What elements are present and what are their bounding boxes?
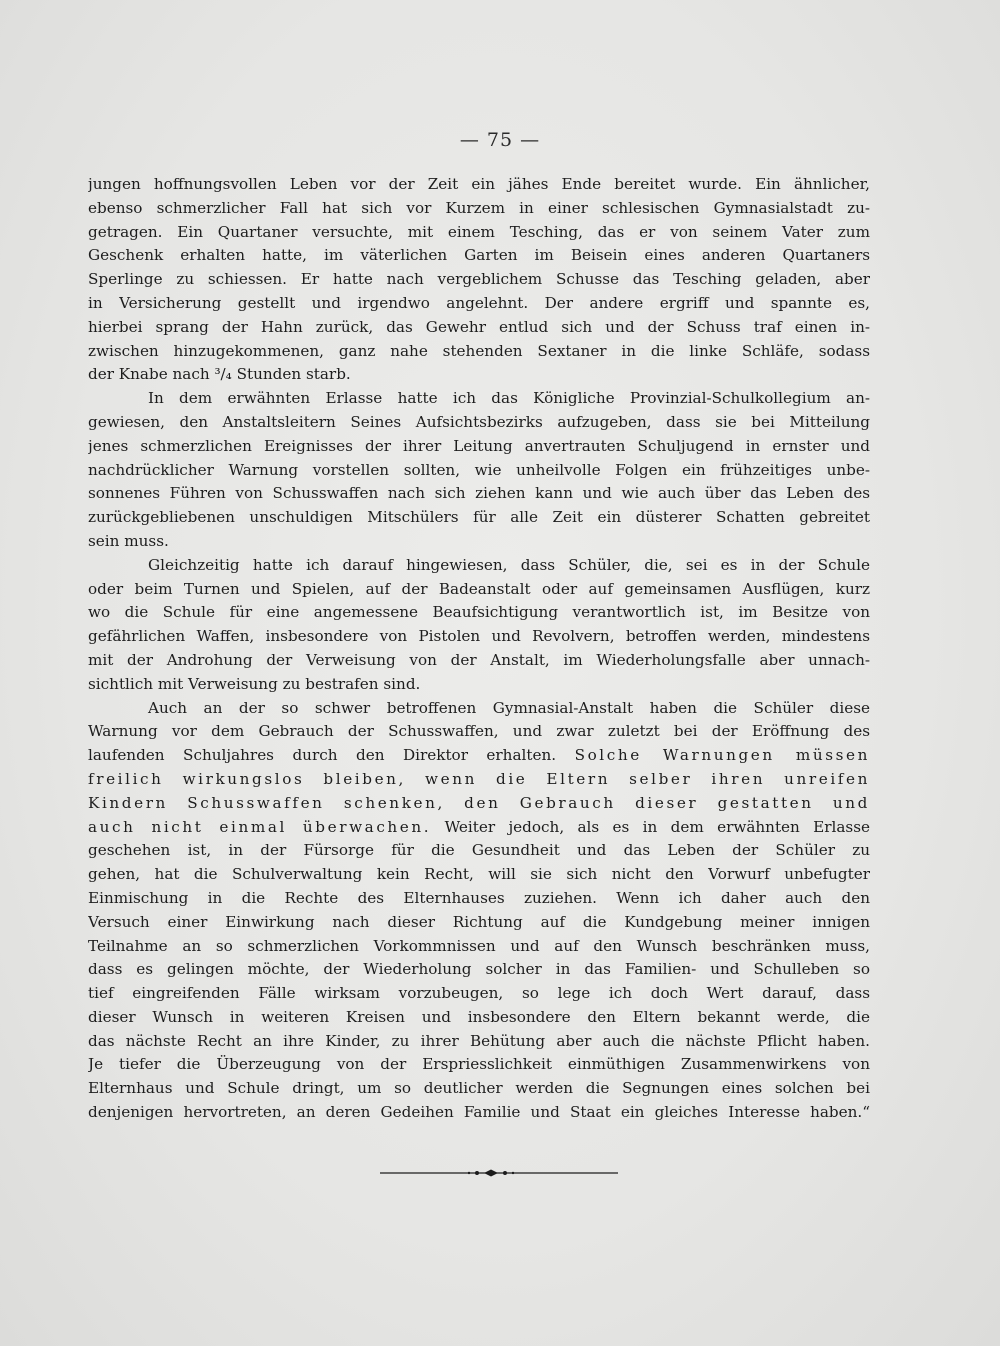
line-text: jungen hoffnungsvollen Leben vor der Zeit ein jähes Ende bereitet wurde. Ein ähnlicher, [88,175,870,193]
line-text: zurückgebliebenen unschuldigen Mitschülers für alle Zeit ein düsterer Schatten gebreitet [88,508,870,527]
text-line [88,601,870,625]
text-line [88,482,870,506]
text-line [88,530,870,554]
spaced-emphasis-text: Kindern Schusswaffen schenken, den Gebrauch dieser gestatten und [88,793,870,812]
line-text: Einmischung in die Rechte des Elternhauses zuziehen. Wenn ich daher auch den [88,888,870,907]
line-text: sichtlich mit Verweisung zu bestrafen sind. [88,674,421,693]
text-line [88,625,870,649]
text-line [88,744,870,768]
text-line [88,1101,870,1125]
text-line [88,268,870,292]
line-text: Sperlinge zu schiessen. Er hatte nach vergeblichem Schusse das Tesching geladen, aber [88,270,870,289]
line-text: nachdrücklicher Warnung vorstellen sollten, wie unheilvolle Folgen ein frühzeitiges unbe- [88,460,870,479]
line-text: Weiter jedoch, als es in dem erwähnten Erlasse [444,817,870,836]
text-line [88,1006,870,1030]
line-text: Warnung vor dem Gebrauch der Schusswaffen, und zwar zuletzt bei der Eröffnung des [88,722,870,741]
text-line [88,292,870,316]
text-line [88,1053,870,1077]
line-text: Je tiefer die Überzeugung von der Erspriesslichkeit einmüthigen Zusammenwirkens von [88,1055,870,1074]
line-text: Elternhaus und Schule dringt, um so deutlicher werden die Segnungen eines solchen bei [88,1079,870,1098]
text-line [88,173,870,197]
line-text: sein muss. [88,531,169,550]
text-line [88,316,870,340]
line-text: jenes schmerzlichen Ereignisses der ihrer Leitung anvertrauten Schuljugend in ernster und [88,436,870,455]
line-text: sonnenes Führen von Schusswaffen nach sich ziehen kann und wie auch über das Leben des [88,484,870,503]
line-text: Geschenk erhalten hatte, im väterlichen Garten im Beisein eines anderen Quartaners [88,246,870,265]
ornament-divider [380,1166,618,1180]
text-line [88,244,870,268]
line-text: das nächste Recht an ihre Kinder, zu ihrer Behütung aber auch die nächste Pflicht haben. [88,1031,870,1050]
spaced-emphasis-text: Solche Warnungen müssen [574,746,870,765]
text-line [88,792,870,816]
text-line [88,887,870,911]
spaced-emphasis-text: freilich wirkungslos bleiben, wenn die Eltern selber ihren unreifen [88,769,870,788]
text-line [88,1077,870,1101]
text-line [88,363,870,387]
text-line [88,768,870,792]
line-text: Auch an der so schwer betroffenen Gymnasial-Anstalt haben die Schüler diese [148,698,870,717]
line-text: tief eingreifenden Fälle wirksam vorzubeugen, so lege ich doch Wert darauf, dass [88,984,870,1003]
text-line [88,340,870,364]
text-line [88,697,870,721]
text-line [88,816,870,840]
page-number: — 75 — [459,129,541,151]
text-line [88,958,870,982]
line-text: denjenigen hervortreten, an deren Gedeihen Familie und Staat ein gleiches Interesse haben.“ [88,1103,870,1122]
line-text: wo die Schule für eine angemessene Beaufsichtigung verantwortlich ist, im Besitze von [88,603,870,622]
line-text: In dem erwähnten Erlasse hatte ich das Königliche Provinzial-Schulkollegium an- [148,389,870,408]
line-text: dieser Wunsch in weiteren Kreisen und insbesondere den Eltern bekannt werde, die [88,1007,870,1026]
text-line [88,221,870,245]
text-line [88,435,870,459]
text-line [88,935,870,959]
text-line [88,197,870,221]
text-line [88,649,870,673]
line-text: dass es gelingen möchte, der Wiederholung solcher in das Familien- und Schulleben so [88,960,870,979]
line-text: oder beim Turnen und Spielen, auf der Badeanstalt oder auf gemeinsamen Ausflügen, kurz [88,579,870,598]
line-text: hierbei sprang der Hahn zurück, das Gewehr entlud sich und der Schuss traf einen in- [88,317,870,336]
line-text: der Knabe nach ³/₄ Stunden starb. [88,365,351,384]
text-line [88,506,870,530]
line-text: ebenso schmerzlicher Fall hat sich vor Kurzem in einer schlesischen Gymnasialstadt zu- [88,198,870,217]
line-text: gewiesen, den Anstaltsleitern Seines Aufsichtsbezirks aufzugeben, dass sie bei Mitteilung [88,412,870,431]
text-line [88,387,870,411]
text-line [88,720,870,744]
text-line [88,863,870,887]
line-text: Versuch einer Einwirkung nach dieser Richtung auf die Kundgebung meiner innigen [88,912,870,931]
line-text: zwischen hinzugekommenen, ganz nahe stehenden Sextaner in die linke Schläfe, sodass [88,341,870,360]
line-text: getragen. Ein Quartaner versuchte, mit einem Tesching, das er von seinem Vater zum [88,222,870,241]
text-line [88,982,870,1006]
line-text: gefährlichen Waffen, insbesondere von Pistolen und Revolvern, betroffen werden, mindestens [88,627,870,646]
text-line [88,1030,870,1054]
body-text [88,173,870,1125]
line-text: mit der Androhung der Verweisung von der Anstalt, im Wiederholungsfalle aber unnach- [88,650,870,669]
text-line [88,911,870,935]
line-text: gehen, hat die Schulverwaltung kein Recht, will sie sich nicht den Vorwurf unbefugter [88,865,870,884]
text-line [88,411,870,435]
text-line [88,839,870,863]
line-text: laufenden Schuljahres durch den Direktor erhalten. [88,746,557,765]
text-line [88,554,870,578]
text-line [88,578,870,602]
line-text: Gleichzeitig hatte ich darauf hingewiesen, dass Schüler, die, sei es in der Schule [148,555,870,574]
text-line [88,459,870,483]
line-text: geschehen ist, in der Fürsorge für die Gesundheit und das Leben der Schüler zu [88,841,870,860]
text-line [88,673,870,697]
spaced-emphasis-text: auch nicht einmal überwachen. [88,817,432,836]
line-text: in Versicherung gestellt und irgendwo angelehnt. Der andere ergriff und spannte es, [88,293,870,312]
line-text: Teilnahme an so schmerzlichen Vorkommnissen und auf den Wunsch beschränken muss, [88,936,870,955]
